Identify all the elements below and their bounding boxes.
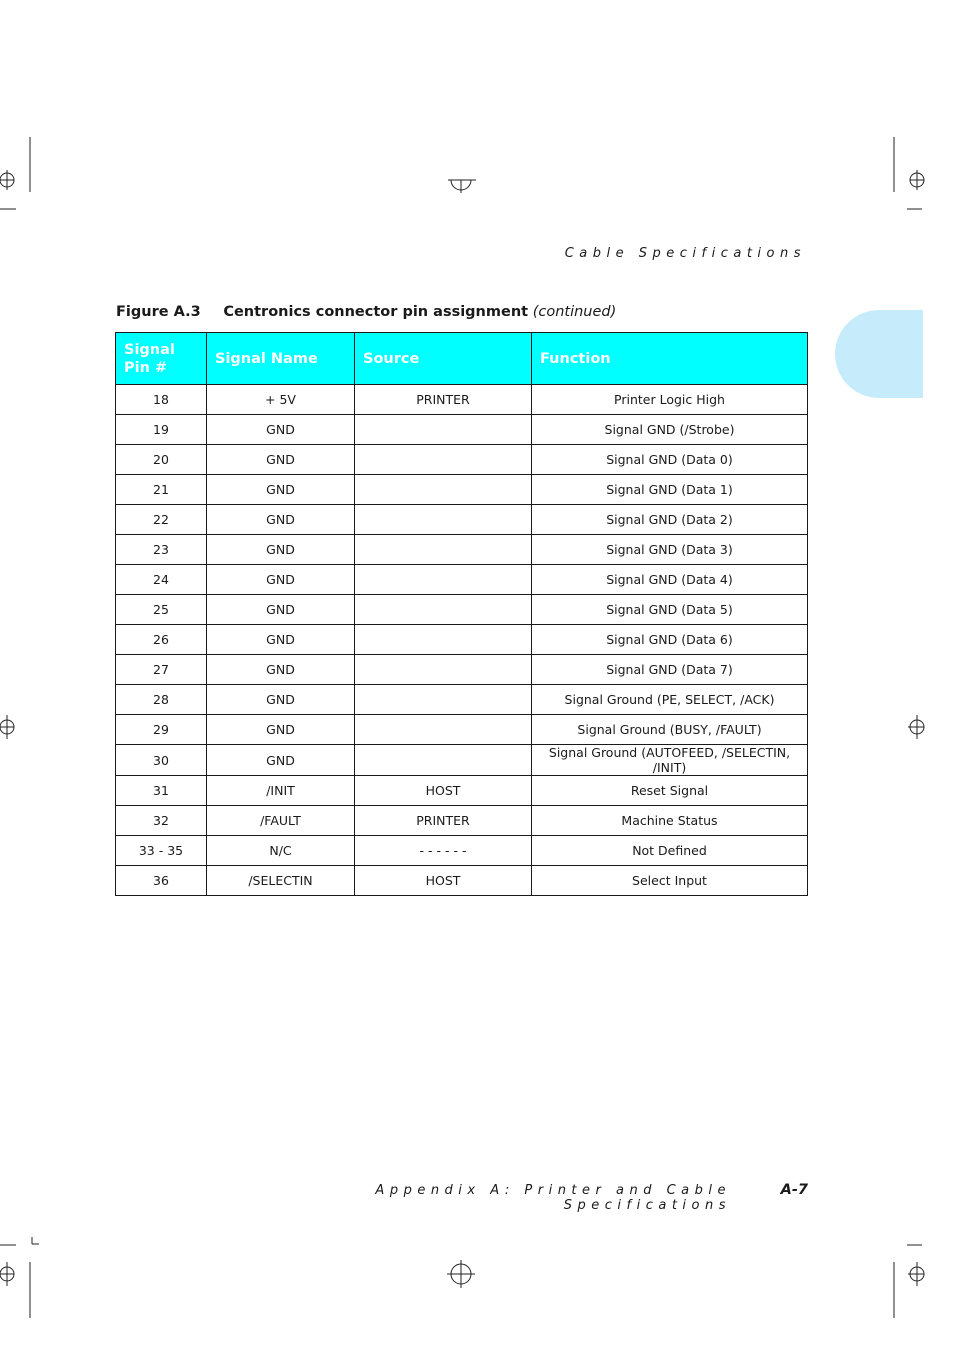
cell-pin: 36 (116, 866, 207, 896)
cell-pin: 28 (116, 685, 207, 715)
cell-function: Select Input (532, 866, 808, 896)
cell-source (355, 415, 532, 445)
figure-caption (116, 304, 616, 320)
cell-pin: 24 (116, 565, 207, 595)
table-row (116, 625, 808, 655)
cell-function: Signal GND (Data 3) (532, 535, 808, 565)
table-row (116, 415, 808, 445)
table-row (116, 655, 808, 685)
figure-number: Figure A.3 (116, 304, 201, 320)
cell-signal-name: GND (207, 715, 355, 745)
cell-signal-name: GND (207, 565, 355, 595)
cell-function: Signal Ground (AUTOFEED, /SELECTIN, /INIT) (532, 745, 808, 776)
cell-function: Signal GND (Data 0) (532, 445, 808, 475)
cell-source (355, 715, 532, 745)
cell-source (355, 505, 532, 535)
cell-signal-name: GND (207, 685, 355, 715)
pin-assignment-table (115, 332, 808, 896)
cell-pin: 22 (116, 505, 207, 535)
table-row (116, 866, 808, 896)
table-row (116, 806, 808, 836)
running-head: Cable Specifications (564, 246, 806, 261)
table-row (116, 745, 808, 776)
table-row (116, 385, 808, 415)
cell-function: Signal Ground (PE, SELECT, /ACK) (532, 685, 808, 715)
cell-pin: 25 (116, 595, 207, 625)
cell-pin: 33 - 35 (116, 836, 207, 866)
table-row (116, 685, 808, 715)
cell-function: Signal GND (Data 7) (532, 655, 808, 685)
cell-source (355, 745, 532, 776)
cell-source (355, 445, 532, 475)
table-row (116, 836, 808, 866)
cell-source (355, 625, 532, 655)
chapter-tab (835, 310, 923, 398)
cell-function: Reset Signal (532, 776, 808, 806)
cell-source (355, 535, 532, 565)
cell-function: Printer Logic High (532, 385, 808, 415)
cell-source: - - - - - - (355, 836, 532, 866)
cell-source (355, 655, 532, 685)
cell-signal-name: GND (207, 655, 355, 685)
cell-function: Signal Ground (BUSY, /FAULT) (532, 715, 808, 745)
cell-signal-name: GND (207, 595, 355, 625)
cell-pin: 23 (116, 535, 207, 565)
cell-source: HOST (355, 866, 532, 896)
cell-signal-name: GND (207, 535, 355, 565)
table-row (116, 715, 808, 745)
cell-signal-name: GND (207, 445, 355, 475)
cell-pin: 30 (116, 745, 207, 776)
cell-function: Not Defined (532, 836, 808, 866)
cell-pin: 31 (116, 776, 207, 806)
cell-signal-name: GND (207, 475, 355, 505)
table-row (116, 445, 808, 475)
cell-pin: 26 (116, 625, 207, 655)
table-header-row (116, 333, 808, 385)
footer-text: Appendix A: Printer and Cable Specifications (375, 1183, 731, 1213)
cell-signal-name: N/C (207, 836, 355, 866)
header-signal-pin: Signal Pin # (116, 333, 207, 385)
cell-function: Signal GND (Data 5) (532, 595, 808, 625)
cell-pin: 21 (116, 475, 207, 505)
table-row (116, 565, 808, 595)
cell-pin: 32 (116, 806, 207, 836)
cell-function: Signal GND (Data 1) (532, 475, 808, 505)
cell-function: Signal GND (/Strobe) (532, 415, 808, 445)
table-row (116, 776, 808, 806)
table-row (116, 535, 808, 565)
figure-title: Centronics connector pin assignment (223, 304, 529, 320)
cell-source (355, 565, 532, 595)
cell-pin: 27 (116, 655, 207, 685)
table-row (116, 475, 808, 505)
cell-signal-name: /FAULT (207, 806, 355, 836)
figure-continued: (continued) (532, 304, 617, 320)
cell-source (355, 475, 532, 505)
cell-source: PRINTER (355, 806, 532, 836)
cell-source: PRINTER (355, 385, 532, 415)
cell-signal-name: + 5V (207, 385, 355, 415)
cell-source: HOST (355, 776, 532, 806)
cell-function: Signal GND (Data 2) (532, 505, 808, 535)
cell-pin: 29 (116, 715, 207, 745)
cell-signal-name: GND (207, 625, 355, 655)
cell-pin: 18 (116, 385, 207, 415)
cell-signal-name: /INIT (207, 776, 355, 806)
cell-function: Signal GND (Data 6) (532, 625, 808, 655)
cell-signal-name: GND (207, 505, 355, 535)
header-function: Function (532, 333, 808, 385)
cell-signal-name: GND (207, 415, 355, 445)
page-number: A-7 (780, 1182, 808, 1198)
cell-function: Signal GND (Data 4) (532, 565, 808, 595)
cell-function: Machine Status (532, 806, 808, 836)
cell-pin: 20 (116, 445, 207, 475)
table-row (116, 595, 808, 625)
header-signal-name: Signal Name (207, 333, 355, 385)
header-source: Source (355, 333, 532, 385)
table-row (116, 505, 808, 535)
cell-signal-name: /SELECTIN (207, 866, 355, 896)
cell-source (355, 595, 532, 625)
cell-pin: 19 (116, 415, 207, 445)
cell-source (355, 685, 532, 715)
cell-signal-name: GND (207, 745, 355, 776)
